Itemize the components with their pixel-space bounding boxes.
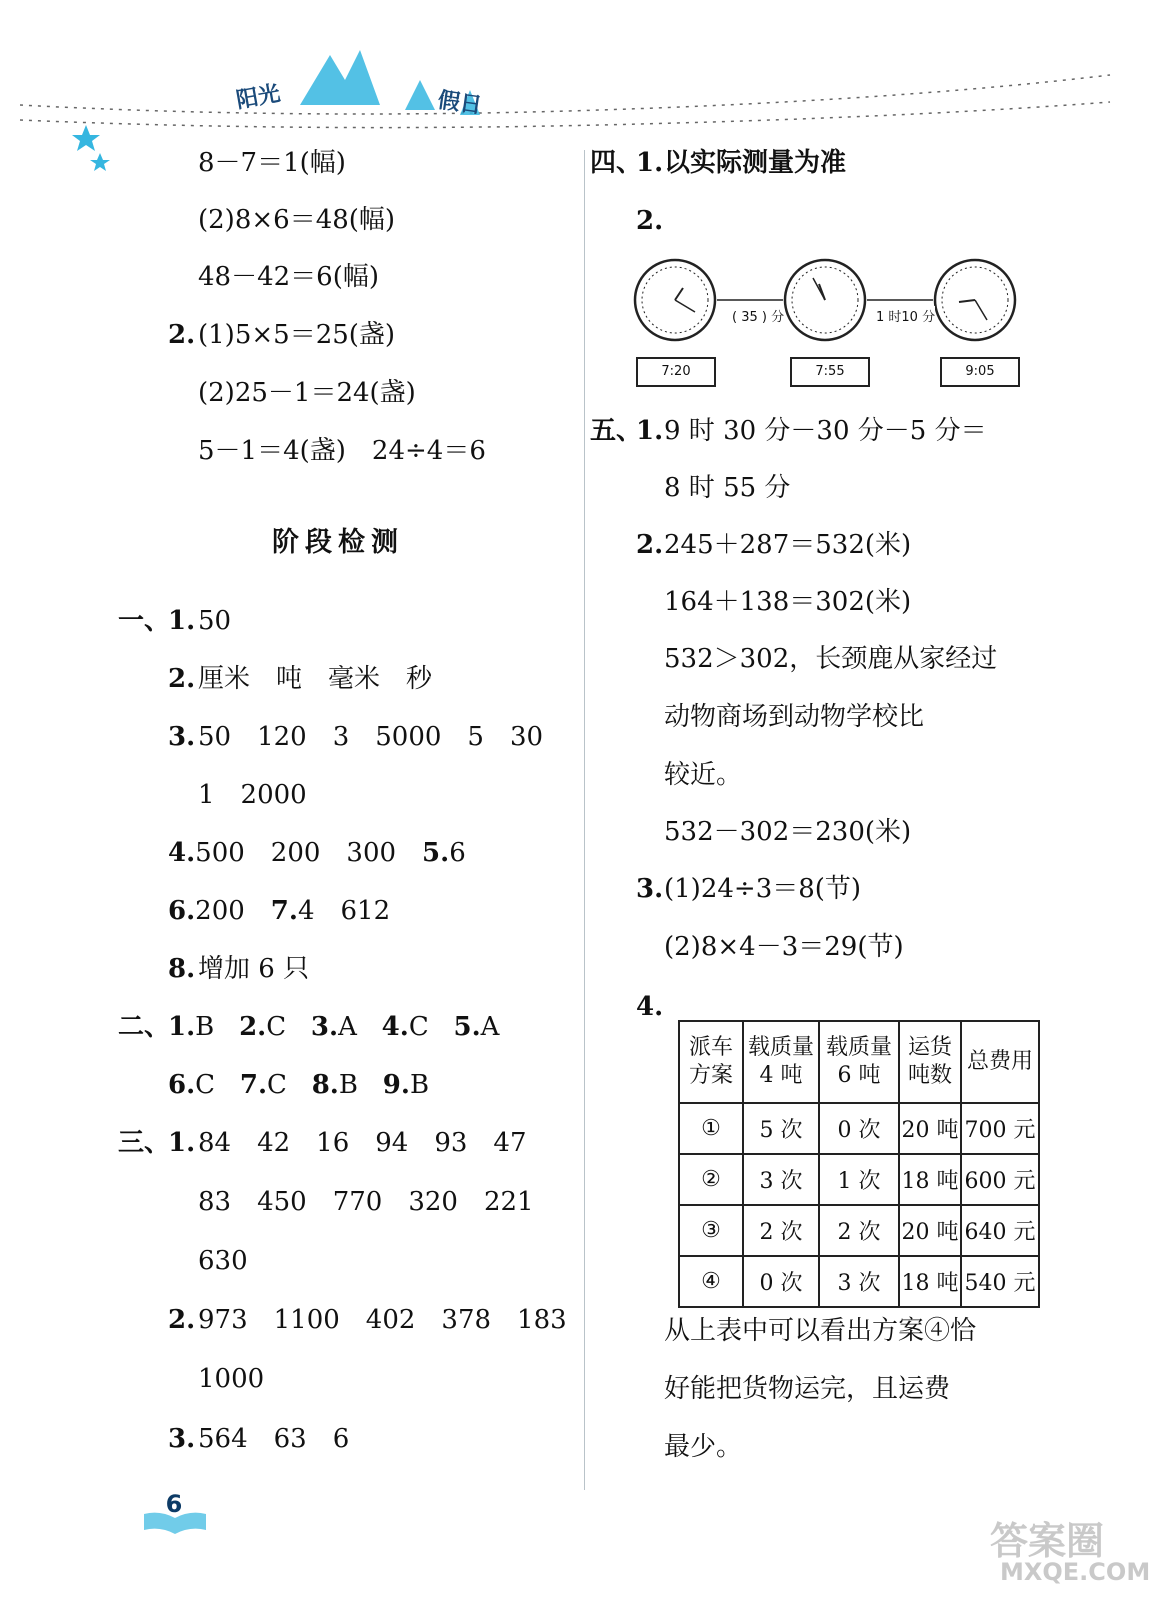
s5-q2-line-4: 动物商场到动物学校比 bbox=[664, 702, 925, 732]
table-cell: 2 次 bbox=[819, 1205, 899, 1256]
s3-q2-line-1: 973 1100 402 378 183 bbox=[198, 1305, 567, 1335]
s3-q1-line-1: 84 42 16 94 93 47 bbox=[198, 1128, 527, 1158]
s5-q4-num: 4. bbox=[636, 992, 664, 1022]
table-header-cell: 派车方案 bbox=[679, 1021, 743, 1103]
clock-1-time: 7:20 bbox=[636, 357, 716, 387]
table-cell: 18 吨 bbox=[899, 1154, 961, 1205]
table-cell: 0 次 bbox=[819, 1103, 899, 1154]
s2-q8-num: 8. bbox=[311, 1070, 339, 1100]
page-number: 6 bbox=[165, 1490, 183, 1518]
header-brand-right: 假日 bbox=[436, 88, 484, 119]
s1-q6-line bbox=[168, 896, 390, 926]
s2-q6-num: 6. bbox=[168, 1070, 196, 1100]
s1-q4-text: 500 200 300 bbox=[195, 838, 423, 868]
table-cell: ④ bbox=[679, 1256, 743, 1307]
s5-q2-num: 2. bbox=[636, 530, 664, 560]
s3-q3-line: 564 63 6 bbox=[198, 1424, 350, 1454]
watermark-logo: 答案圈 bbox=[990, 1519, 1105, 1563]
clock-gap-1-label: ( 35 ) 分 bbox=[732, 306, 784, 325]
section-4-label: 四、 bbox=[590, 148, 643, 178]
table-row bbox=[679, 1154, 1039, 1205]
s1-q2-text: 厘米 吨 毫米 秒 bbox=[198, 664, 433, 694]
s2-q3-ans: A bbox=[338, 1012, 357, 1042]
s3-q2-num: 2. bbox=[168, 1305, 196, 1335]
clock-2 bbox=[785, 260, 865, 340]
section-5-label: 五、 bbox=[590, 416, 643, 446]
s1-q6-text: 200 bbox=[195, 896, 271, 926]
watermark-url: MXQE.COM bbox=[1000, 1558, 1151, 1586]
s1-q1-num: 1. bbox=[168, 606, 196, 636]
clock-diagram bbox=[620, 255, 1030, 345]
s2-line-2 bbox=[168, 1070, 429, 1100]
s5-q2-line-6: 532－302＝230(米) bbox=[664, 817, 912, 847]
s1-q6-num: 6. bbox=[168, 896, 196, 926]
clock-3-time: 9:05 bbox=[940, 357, 1020, 387]
header-brand-left: 阳光 bbox=[234, 81, 283, 114]
table-row bbox=[679, 1103, 1039, 1154]
s1-q8-text: 增加 6 只 bbox=[198, 954, 310, 984]
s1-q5-text: 6 bbox=[449, 838, 466, 868]
table-cell: 18 吨 bbox=[899, 1256, 961, 1307]
clock-gap-2-label: 1 时10 分 bbox=[876, 306, 935, 325]
left-line-6: 5－1＝4(盏) 24÷4＝6 bbox=[198, 436, 486, 466]
conclusion-line-2: 好能把货物运完，且运费 bbox=[664, 1374, 951, 1404]
clock-2-time: 7:55 bbox=[790, 357, 870, 387]
s5-q3-line-1: (1)24÷3＝8(节) bbox=[664, 874, 862, 904]
s5-q2-line-3: 532＞302，长颈鹿从家经过 bbox=[664, 644, 998, 674]
table-row bbox=[679, 1205, 1039, 1256]
s2-line-1 bbox=[168, 1012, 499, 1042]
section-title: 阶段检测 bbox=[272, 527, 404, 558]
table-cell: ① bbox=[679, 1103, 743, 1154]
s2-q5-ans: A bbox=[480, 1012, 500, 1042]
table-cell: 0 次 bbox=[743, 1256, 819, 1307]
s2-q7-num: 7. bbox=[239, 1070, 268, 1100]
s1-q4-line bbox=[168, 838, 466, 868]
table-cell: ② bbox=[679, 1154, 743, 1205]
table-header-cell: 运货吨数 bbox=[899, 1021, 961, 1103]
s4-q1-num: 1. bbox=[636, 148, 664, 178]
table-header-cell: 总费用 bbox=[961, 1021, 1039, 1103]
s2-q7-ans: C bbox=[267, 1070, 287, 1100]
s1-q1-text: 50 bbox=[198, 606, 232, 636]
table-cell: 3 次 bbox=[819, 1256, 899, 1307]
table-cell: 1 次 bbox=[819, 1154, 899, 1205]
table-header-cell: 载质量4 吨 bbox=[743, 1021, 819, 1103]
s1-q3-num: 3. bbox=[168, 722, 196, 752]
plan-table bbox=[678, 1020, 1040, 1308]
s3-q1-num: 1. bbox=[168, 1128, 196, 1158]
s2-q9-ans: B bbox=[409, 1070, 430, 1100]
left-line-3: 48－42＝6(幅) bbox=[198, 262, 379, 292]
s1-q7-text: 4 612 bbox=[297, 896, 391, 926]
table-header-row bbox=[679, 1021, 1039, 1103]
s1-q3-text: 50 120 3 5000 5 30 bbox=[198, 722, 544, 752]
clock-3 bbox=[935, 260, 1015, 340]
left-line-4: (1)5×5＝25(盏) bbox=[198, 320, 396, 350]
s1-q5-num: 5. bbox=[422, 838, 450, 868]
table-cell: 540 元 bbox=[961, 1256, 1039, 1307]
s4-q2-num: 2. bbox=[636, 206, 664, 236]
s5-q1-line-1: 9 时 30 分－30 分－5 分＝ bbox=[664, 416, 987, 446]
table-cell: 20 吨 bbox=[899, 1103, 961, 1154]
s1-q3-text-cont: 1 2000 bbox=[198, 780, 307, 810]
table-cell: 600 元 bbox=[961, 1154, 1039, 1205]
table-cell: 3 次 bbox=[743, 1154, 819, 1205]
s5-q3-line-2: (2)8×4－3＝29(节) bbox=[664, 932, 904, 962]
left-line-1: 8－7＝1(幅) bbox=[198, 148, 346, 178]
s2-q1-ans: B bbox=[195, 1012, 215, 1042]
s5-q2-line-5: 较近。 bbox=[664, 760, 743, 790]
section-3-label: 三、 bbox=[118, 1128, 171, 1158]
table-row bbox=[679, 1256, 1039, 1307]
table-cell: 2 次 bbox=[743, 1205, 819, 1256]
conclusion-line-1: 从上表中可以看出方案④恰 bbox=[664, 1316, 977, 1346]
table-cell: 700 元 bbox=[961, 1103, 1039, 1154]
s3-q1-line-3: 630 bbox=[198, 1246, 248, 1276]
table-cell: ③ bbox=[679, 1205, 743, 1256]
s3-q3-num: 3. bbox=[168, 1424, 196, 1454]
table-cell: 20 吨 bbox=[899, 1205, 961, 1256]
clock-1 bbox=[635, 260, 715, 340]
s2-q9-num: 9. bbox=[382, 1070, 410, 1100]
s3-q2-line-2: 1000 bbox=[198, 1364, 265, 1394]
s2-q2-num: 2. bbox=[239, 1012, 267, 1042]
table-cell: 5 次 bbox=[743, 1103, 819, 1154]
column-divider bbox=[584, 150, 585, 1490]
section-1-label: 一、 bbox=[118, 606, 171, 636]
section-2-label: 二、 bbox=[118, 1012, 171, 1042]
table-header-cell: 载质量6 吨 bbox=[819, 1021, 899, 1103]
s2-q5-num: 5. bbox=[453, 1012, 481, 1042]
s5-q1-line-2: 8 时 55 分 bbox=[664, 473, 791, 503]
s5-q1-num: 1. bbox=[636, 416, 664, 446]
s5-q2-line-2: 164＋138＝302(米) bbox=[664, 587, 912, 617]
s1-q2-num: 2. bbox=[168, 664, 196, 694]
s2-q8-ans: B bbox=[338, 1070, 358, 1100]
s5-q3-num: 3. bbox=[636, 874, 664, 904]
s2-q4-num: 4. bbox=[381, 1012, 409, 1042]
s5-q2-line-1: 245＋287＝532(米) bbox=[664, 530, 912, 560]
s2-q6-ans: C bbox=[195, 1070, 216, 1100]
s2-q3-num: 3. bbox=[310, 1012, 339, 1042]
left-line-5: (2)25－1＝24(盏) bbox=[198, 378, 416, 408]
header-decoration bbox=[0, 40, 1166, 180]
s1-q7-num: 7. bbox=[270, 896, 298, 926]
conclusion-line-3: 最少。 bbox=[664, 1432, 743, 1462]
s1-q8-num: 8. bbox=[168, 954, 196, 984]
s2-q2-ans: C bbox=[266, 1012, 287, 1042]
s2-q1-num: 1. bbox=[168, 1012, 196, 1042]
left-line-2: (2)8×6＝48(幅) bbox=[198, 205, 396, 235]
s2-q4-ans: C bbox=[408, 1012, 429, 1042]
table-cell: 640 元 bbox=[961, 1205, 1039, 1256]
s4-q1-text: 以实际测量为准 bbox=[664, 148, 847, 178]
q2-number: 2. bbox=[168, 320, 196, 350]
s3-q1-line-2: 83 450 770 320 221 bbox=[198, 1187, 534, 1217]
s1-q4-num: 4. bbox=[168, 838, 196, 868]
